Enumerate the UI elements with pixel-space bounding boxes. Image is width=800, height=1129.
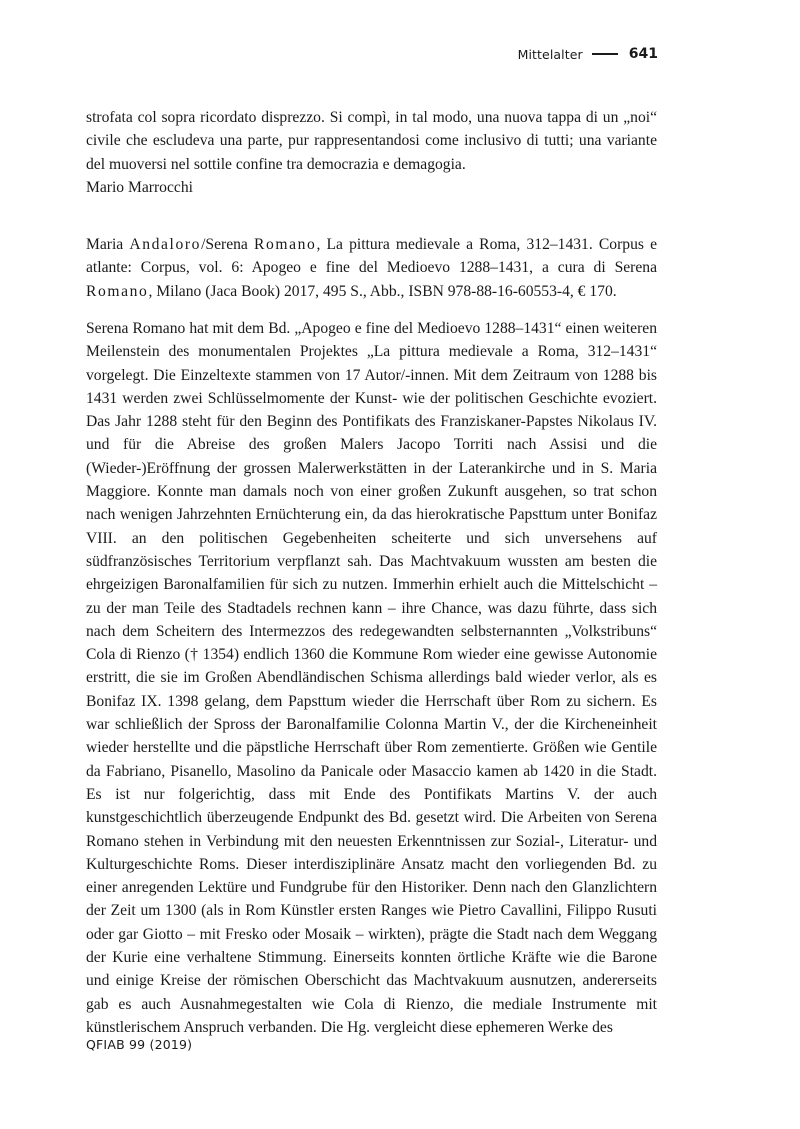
author2-first-name: Serena [205,236,254,253]
review-body [86,317,657,1039]
author1-first-name: Maria [86,236,130,253]
review-paragraph: Serena Romano hat mit dem Bd. „Apogeo e fine del Medioevo 1288–1431“ einen weiteren Meilenstein des monumentalen Projektes „La pittura medievale a Roma, 312–1431“ vorgelegt. Die Einzeltexte stammen von 17 Autor/-innen. Mit dem Zeitraum von 1288 bis 1431 werden zwei Schlüsselmomente der Kunst- wie der politischen Geschichte evoziert. Das Jahr 1288 steht für den Beginn des Pontifikats des Franziskaner-Papstes Nikolaus IV. und für die Abreise des großen Malers Jacopo Torriti nach Assisi und die (Wieder-)Eröffnung der grossen Malerwerkstätten in der Laterankirche und in S. Maria Maggiore. Konnte man damals noch von einer großen Zukunft ausgehen, so trat schon nach wenigen Jahrzehnten Ernüchterung ein, da das hierokratische Papsttum unter Bonifaz VIII. an den politischen Gegebenheiten scheiterte und sich unversehens auf südfranzösisches Territorium verpflanzt sah. Das Machtvakuum wussten am besten die ehrgeizigen Baronalfamilien für sich zu nutzen. Immerhin erhielt auch die Mittelschicht – zu der man Teile des Stadtadels rechnen kann – ihre Chance, was dazu führte, dass sich nach dem Scheitern des Intermezzos des redegewandten selbsternannten „Volkstribuns“ Cola di Rienzo († 1354) endlich 1360 die Kommune Rom wieder eine gewisse Autonomie erstritt, die sie im Großen Abendländischen Schisma allerdings bald wieder verlor, als es Bonifaz IX. 1398 gelang, dem Papsttum wieder die Herrschaft über Rom zu sichern. Es war schließlich der Spross der Baronalfamilie Colonna Martin V., der die Kircheneinheit wieder herstellte und die päpstliche Herrschaft über Rom zementierte. Größen wie Gentile da Fabriano, Pisanello, Masolino da Panicale oder Masaccio kamen ab 1420 in die Stadt. Es ist nur folgerichtig, dass mit Ende des Pontifikats Martins V. der auch kunstgeschichtlich überzeugende Endpunkt des Bd. gesetzt wird. Die Arbeiten von Serena Romano stehen in Verbindung mit den neuesten Erkenntnissen zur Sozial-, Literatur- und Kulturgeschichte Roms. Dieser interdisziplinäre Ansatz macht den vorliegenden Bd. zu einer anregenden Lektüre und Fundgrube für den Historiker. Denn nach den Glanzlichtern der Zeit um 1300 (als in Rom Künstler ersten Ranges wie Pietro Cavallini, Filippo Rusuti oder gar Giotto – mit Fresko oder Mosaik – wirkten), prägte die Stadt nach dem Weggang der Kurie eine verhaltene Stimmung. Einerseits konnten örtliche Kräfte wie die Barone und einige Kreise der römischen Oberschicht das Machtvakuum ausnutzen, andererseits gab es auch Ausnahmegestalten wie Cola di Rienzo, die mediale Instrumente mit künstlerischem Anspruch verbanden. Die Hg. vergleicht diese ephemeren Werke des [86,320,657,1036]
citation-entry [86,233,657,303]
running-section-title: Mittelalter [517,46,583,62]
bibliographic-citation [86,233,657,303]
page-number: 641 [628,46,658,62]
header-rule [592,53,618,55]
author-separator: / [201,236,206,253]
editor-surname: Romano [86,282,149,300]
author1-surname: Andaloro [129,236,202,253]
journal-footer: QFIAB 99 (2019) [86,1037,193,1052]
citation-title: , La pittura medievale a Roma, 312–1431. Corpus e atlante: Corpus, vol. 6: Apogeo e fine del Medioevo 1288–1431, a cura di Serena [86,236,657,277]
reviewer-signature: Mario Marrocchi [86,178,193,196]
previous-review-text: strofata col sopra ricordato disprezzo. Si compì, in tal modo, una nuova tappa di un „noi“ civile che escludeva una parte, pur rappresentandosi come inclusivo di tutti; una variante del muoversi nel sottile confine tra democrazia e demagogia. [86,109,657,173]
author2-surname: Romano [254,236,317,253]
running-header [86,43,658,65]
citation-publication: , Milano (Jaca Book) 2017, 495 S., Abb., ISBN 978-88-16-60553-4, € 170. [148,282,617,300]
previous-review-ending [86,106,657,199]
